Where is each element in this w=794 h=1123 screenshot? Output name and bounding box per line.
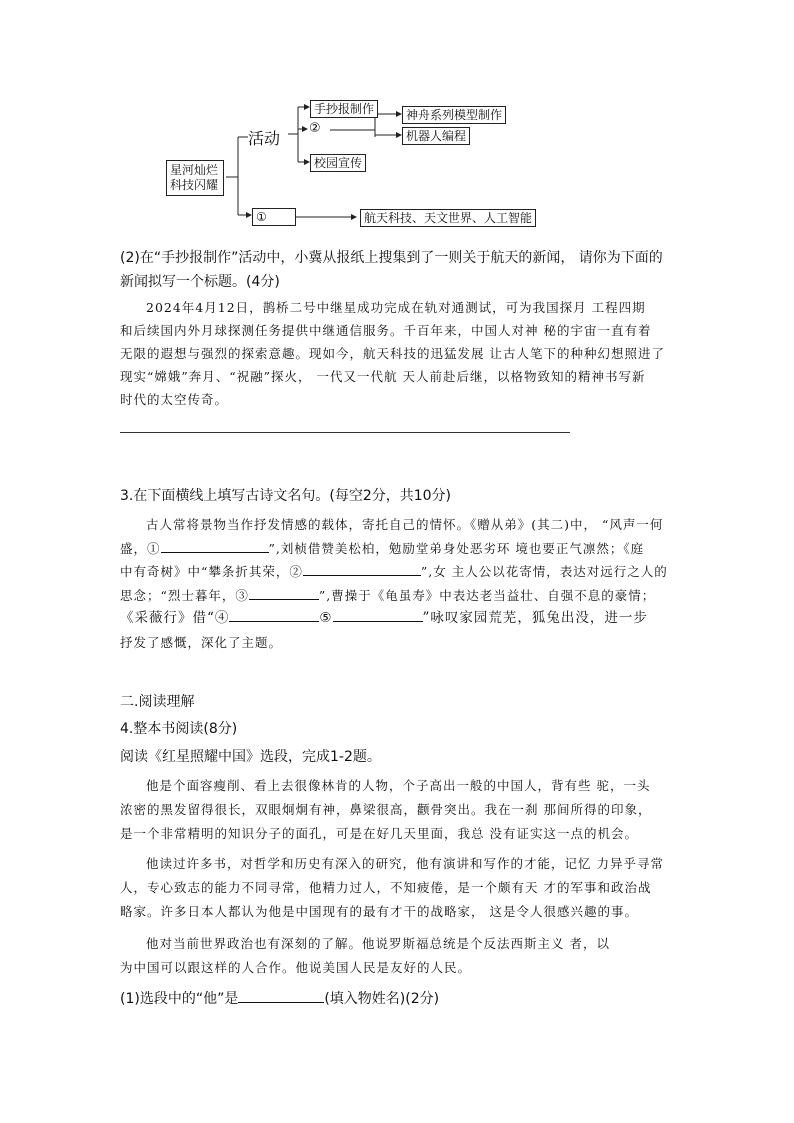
news-line: 现实“嫦娥”奔月、“祝融”探火， 一代又一代航 天人前赴后继，以格物致知的精神书写新 — [120, 369, 646, 384]
poetry-text: ”,刘桢借赞美松柏，勉励堂弟身处恶劣环 境也要正气凛然；《庭 — [268, 540, 645, 556]
news-line: 2024年4月12日，鹊桥二号中继星成功完成在轨对通测试，可为我国探月 工程四期 — [146, 300, 646, 315]
reading-line: 他对当前世界政治也有深刻的了解。他说罗斯福总统是个反法西斯主义 者，以 — [146, 936, 610, 951]
news-line: 时代的太空传奇。 — [120, 392, 229, 407]
question-text: (填入物姓名)(2分) — [324, 991, 440, 1007]
question-4-title: 4.整本书阅读(8分) — [120, 721, 238, 737]
reading-paragraph-1 — [120, 774, 680, 846]
reading-line: 浓密的黑发留得很长，双眼炯炯有神，鼻梁很高，颧骨突出。我在一刹 那间所得的印象， — [120, 802, 652, 817]
poetry-line — [120, 584, 680, 608]
poetry-line — [120, 607, 680, 631]
answer-line[interactable] — [120, 432, 570, 433]
question-3-title: 3.在下面横线上填写古诗文名句。(每空2分，共10分) — [120, 488, 452, 504]
concept-diagram — [160, 92, 533, 237]
reading-line: 人，专心致志的能力不同寻常，他精力过人，不知疲倦，是一个颇有天 才的军事和政治战 — [120, 880, 652, 895]
reading-line: 他读过许多书，对哲学和历史有深入的研究，他有演讲和写作的才能，记忆 力异乎寻常 — [146, 856, 664, 871]
news-line: 无限的遐想与强烈的探索意趣。现如今，航天科技的迅猛发展 让古人笔下的种种幻想照进了 — [120, 346, 665, 361]
news-passage — [120, 296, 680, 411]
question-2-prompt: (2)在“手抄报制作”活动中，小冀从报纸上搜集到了一则关于航天的新闻， 请你为下面的新闻拟写一个标题。(4分) — [120, 250, 663, 290]
poetry-line: 古人常将景物当作抒发情感的载体，寄托自己的情怀。《赠从弟》(其二)中， “风声一何 — [146, 517, 664, 532]
diagram-sub2: 机器人编程 — [402, 127, 470, 145]
reading-intro: 阅读《红星照耀中国》选段，完成1-2题。 — [120, 749, 381, 765]
poetry-text: 中有奇树》中“攀条折其荣，② — [120, 564, 303, 579]
poetry-text: 盛，① — [120, 540, 161, 556]
poetry-text: ”,女 主人公以花寄情，表达对远行之人的 — [420, 564, 668, 579]
poetry-text: ”咏叹家园荒芜，狐兔出没，进一步 — [422, 610, 648, 626]
news-line: 和后续国内外月球探测任务提供中继通信服务。千百年来，中国人对神 秘的宇宙一直有着 — [120, 323, 652, 338]
blank-4[interactable] — [229, 607, 319, 622]
question-text: (1)选段中的“他”是 — [120, 991, 239, 1007]
poetry-line: 抒发了感慨，深化了主题。 — [120, 634, 283, 650]
reading-line: 为中国可以跟这样的人合作。他说美国人民是友好的人民。 — [120, 960, 472, 975]
poetry-text: 《采薇行》借“④ — [120, 610, 230, 626]
diagram-sub1: 神舟系列模型制作 — [402, 106, 506, 124]
blank-3[interactable] — [249, 585, 319, 600]
diagram-act1: 手抄报制作 — [310, 100, 378, 118]
answer-blank[interactable] — [238, 988, 324, 1003]
poetry-line — [120, 560, 680, 584]
diagram-branch2-target: 航天科技、天文世界、人工智能 — [360, 209, 536, 227]
diagram-root: 星河灿烂 科技闪耀 — [166, 160, 224, 196]
poetry-text: ”,曹操于《龟虽寿》中表达老当益壮、自强不息的豪情； — [318, 587, 656, 603]
reading-line: 他是个面容瘦削、看上去很像林肯的人物，个子高出一般的中国人，背有些 驼，一头 — [146, 778, 651, 793]
poetry-fill-passage — [120, 513, 680, 654]
poetry-text: ⑤ — [319, 610, 333, 626]
blank-5[interactable] — [333, 607, 423, 622]
blank-1[interactable] — [161, 538, 269, 553]
diagram-activity: 活动 — [248, 129, 281, 148]
diagram-act3: 校园宣传 — [310, 154, 366, 172]
diagram-branch2: ① — [252, 208, 296, 226]
reading-paragraph-2 — [120, 852, 680, 924]
reading-line: 略家。许多日本人都认为他是中国现有的最有才干的战略家， 这是令人很感兴趣的事。 — [120, 904, 638, 919]
question-4-1 — [120, 987, 439, 1011]
poetry-text: 思念；“烈士暮年，③ — [120, 587, 249, 603]
reading-paragraph-3 — [120, 932, 680, 980]
blank-2[interactable] — [303, 561, 421, 576]
diagram-act2: ② — [309, 121, 321, 136]
section-2-title: 二.阅读理解 — [120, 694, 195, 710]
poetry-line — [120, 537, 680, 561]
reading-line: 是一个非常精明的知识分子的面孔，可是在好几天里面，我总 没有证实这一点的机会。 — [120, 826, 638, 841]
